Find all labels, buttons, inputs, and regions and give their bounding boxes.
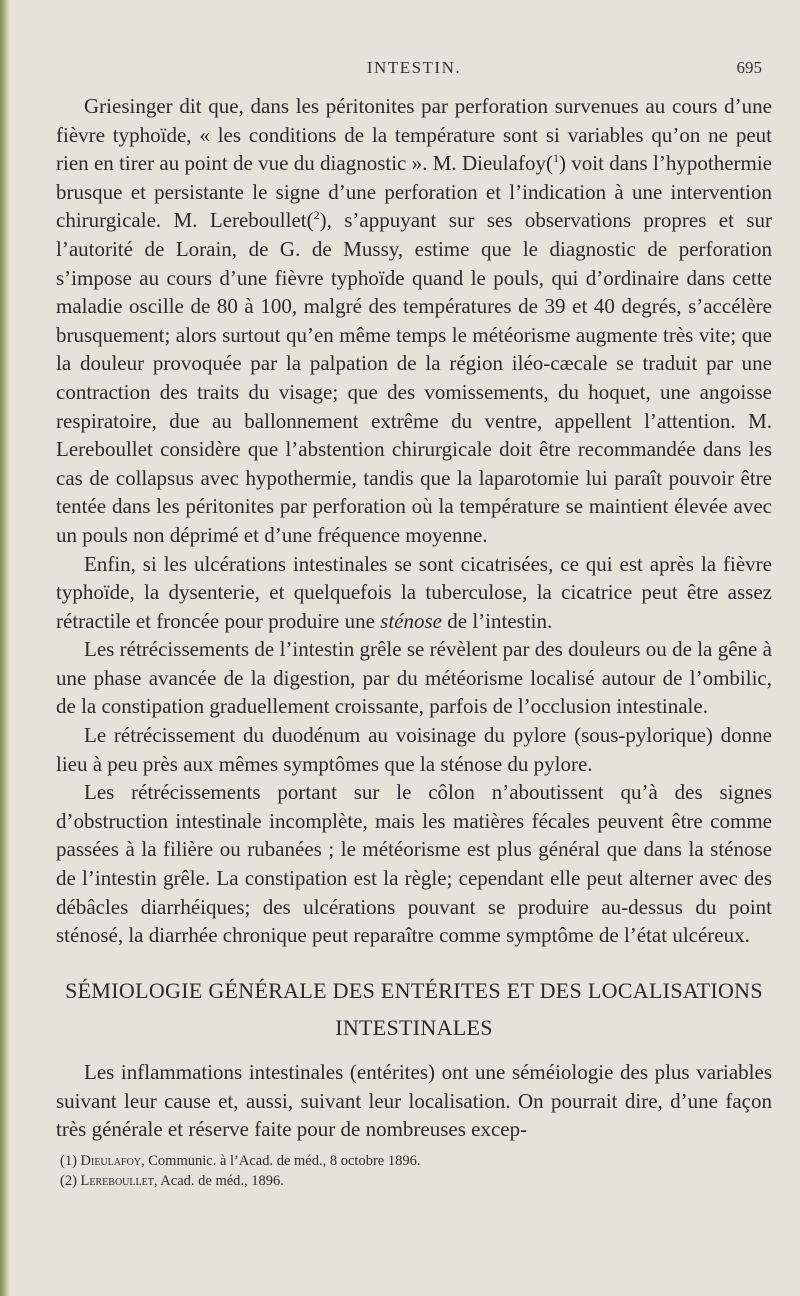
text-run: Griesinger dit que, dans les péritonites par perforation survenues au cours d’une fièvre typhoïde, « les conditions de la température sont si variables qu’on ne peut rien en tirer au point de vue du diagnostic ». M. Dieulafoy( xyxy=(56,94,772,176)
footnote-reference: , Communic. à l’Acad. de méd., 8 octobre 1896. xyxy=(141,1153,421,1169)
text-run: ) voit dans l’hypothermie brusque et persistante le signe d’une perforation et l’indication à une intervention chirurgicale. M. Lereboullet( xyxy=(56,151,773,233)
section-paragraph: Les inflammations intestinales (entérites) ont une séméiologie des plus variables suivant leur cause et, aussi, suivant leur localisation. On pourrait dire, d’une façon très générale et réserve faite pour de nombreuses excep- xyxy=(56,1060,772,1142)
footnote-2 xyxy=(60,1171,760,1191)
text-run: Les rétrécissements de l’intestin grêle se révèlent par des douleurs ou de la gêne à une phase avancée de la digestion, par du météorisme localisé autour de l’ombilic, de la constipation graduellement croissante, parfois de l’occlusion intestinale. xyxy=(56,637,772,719)
footnote-marker: (1) xyxy=(60,1153,77,1169)
page-header xyxy=(56,58,772,82)
emphasized-term: sténose xyxy=(380,608,442,633)
body-paragraph xyxy=(56,550,772,636)
text-run: de l’intestin. xyxy=(442,608,553,633)
running-title: INTESTIN. xyxy=(366,58,462,77)
footnote-marker: (2) xyxy=(60,1173,77,1189)
book-page xyxy=(56,0,772,1296)
footnote-reference-mark: 2 xyxy=(313,208,320,223)
text-run: Les rétrécissements portant sur le côlon n’aboutissent qu’à des signes d’obstruction intestinale incomplète, mais les matières fécales peuvent être comme passées à la filière ou rubanées ; le météorisme est plus général que dans la sténose de l’intestin grêle. La constipation est la règle; cependant elle peut alterner avec des débâcles diarrhéiques; des ulcérations pouvant se produire au-dessus du point sténosé, la diarrhée chronique peut reparaître comme symptôme de l’état ulcéreux. xyxy=(56,780,772,948)
text-run: Enfin, si les ulcérations intestinales se sont cicatrisées, ce qui est après la fièvre typhoïde, la dysenterie, et quelquefois la tuberculose, la cicatrice peut être assez rétractile et froncée pour produire une xyxy=(56,551,772,633)
footnote-reference-mark: 1 xyxy=(552,151,559,166)
section-heading xyxy=(56,972,772,1046)
footnote-reference: , Acad. de méd., 1896. xyxy=(153,1173,284,1189)
book-spine-edge xyxy=(0,0,10,1296)
body-paragraph xyxy=(56,92,772,550)
text-run: Le rétrécissement du duodénum au voisinage du pylore (sous-pylorique) donne lieu à peu près aux mêmes symptômes que la sténose du pylore. xyxy=(56,723,772,776)
footnote-author: Lereboullet xyxy=(80,1173,154,1189)
section-heading-line-1: SÉMIOLOGIE GÉNÉRALE DES ENTÉRITES ET DES LOCALISATIONS xyxy=(65,978,763,1003)
text-run: ), s’appuyant sur ses observations propres et sur l’autorité de Lorain, de G. de Mussy, estime que le diagnostic de perforation s’impose au cours d’une fièvre typhoïde quand le pouls, qui d’ordinaire dans cette maladie oscille de 80 à 100, malgré des températures de 39 et 40 degrés, s’accélère brusquement; alors surtout qu’en même temps le météorisme augmente très vite; que la douleur provoquée par la palpation de la région iléo-cæcale se traduit par une contraction des traits du visage; que des vomissements, du hoquet, une angoisse respiratoire, due au ballonnement extrême du ventre, appellent l’attention. M. Lereboullet considère que l’abstention chirurgicale doit être recommandée dans les cas de collapsus avec hypothermie, tandis que la laparotomie lui paraît pouvoir être tentée dans les péritonites par perforation où la température se maintient élevée avec un pouls non déprimé et d’une fréquence moyenne. xyxy=(56,208,772,547)
body-paragraph xyxy=(56,635,772,721)
body-text xyxy=(56,92,772,950)
section-heading-line-2: INTESTINALES xyxy=(335,1015,493,1040)
body-paragraph xyxy=(56,721,772,778)
footnotes xyxy=(60,1151,760,1191)
footnote-author: Dieulafoy xyxy=(80,1153,142,1169)
footnote-1 xyxy=(60,1151,760,1171)
section-body xyxy=(56,1058,772,1144)
page-number: 695 xyxy=(736,58,762,77)
body-paragraph xyxy=(56,778,772,950)
